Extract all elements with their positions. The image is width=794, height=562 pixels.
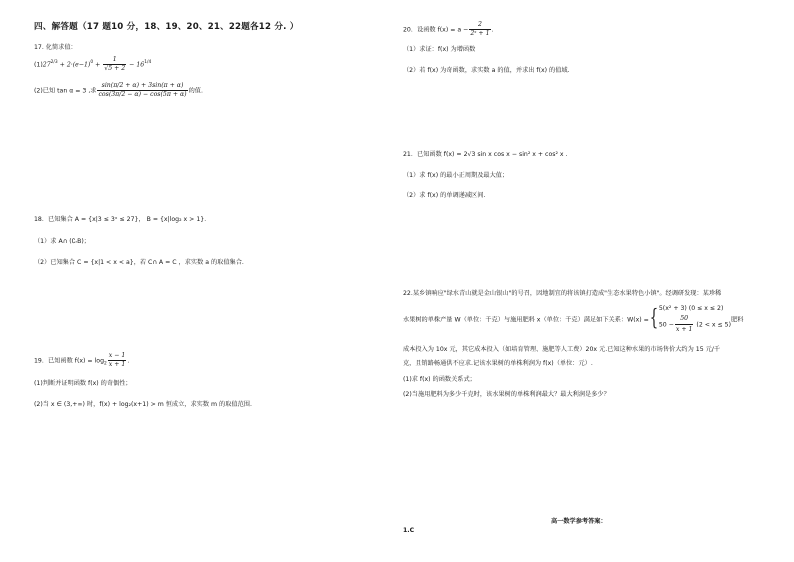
q20-frac-den: 2ˣ + 1 (470, 29, 490, 37)
section-title: 四、解答题（17 题10 分，18、19、20、21、22题各12 分. ） (34, 22, 299, 32)
answer-key-first: 1.C (403, 527, 415, 534)
q22-part1: (1)求 f(x) 的函数关系式； (403, 376, 476, 383)
q18-heading: 18．已知集合 A = {x|3 ≤ 3ˣ ≤ 27}， B = {x|log₂ x > 1}． (34, 216, 211, 223)
q22-line3: 成本投入为 10x 元，其它成本投入（如培育管理、施肥等人工费）20x 元.已知这种水果的市场售价大约为 15 元/千 (403, 346, 721, 353)
q22-case2-b: (2 < x ≤ 5) (694, 321, 732, 329)
left-brace-icon: { (649, 306, 659, 332)
q19-heading (34, 352, 129, 369)
q17-heading: 17. 化简求值： (34, 44, 77, 51)
q20-part2: （2）若 f(x) 为奇函数，求实数 a 的值，并求出 f(x) 的值域. (403, 67, 570, 74)
q17-p2-tail: 的值. (188, 87, 203, 95)
q19-log-base: 2 (104, 361, 107, 367)
q17-p1-label: (1) (34, 61, 43, 69)
q22-case2-num: 50 (675, 314, 694, 325)
q18-part1: （1）求 A∩ (∁ᵣB)； (34, 238, 90, 245)
q21-part1: （1）求 f(x) 的最小正周期及最大值； (403, 172, 509, 179)
q22-case2-a: 50 − (658, 321, 674, 329)
q22-case2-den: x + 1 (675, 325, 693, 333)
q22-line2 (403, 304, 743, 335)
q19-part1: (1)判断并证明函数 f(x) 的奇偶性； (34, 380, 132, 387)
q17-part1 (34, 56, 151, 73)
q19-part2: (2)当 x ∈ (3,+∞) 时，f(x) + log₂(x+1) > m 恒成立，求实数 m 的取值范围. (34, 401, 252, 408)
q17-p1-exp-d: 1/4 (144, 60, 152, 66)
q17-p1-fraction (103, 56, 126, 73)
q17-p1-frac-num: 1 (103, 56, 126, 65)
q19-heading-b: . (127, 357, 130, 365)
q17-p1-frac-den: √5 + 2 (104, 64, 126, 72)
q22-line4: 克，且销路畅通供不应求.记该水果树的单株利润为 f(x)（单位：元）. (403, 360, 593, 367)
q20-heading (403, 21, 494, 38)
q22-line2-b: 肥料 (731, 316, 744, 324)
q20-heading-b: . (491, 26, 494, 34)
q17-p2-fraction (97, 82, 187, 99)
q21-part2: （2）求 f(x) 的单调递减区间. (403, 192, 486, 199)
q18-part2: （2）已知集合 C = {x|1 < x < a}，若 C∩ A = C ，求实数 a 的取值集合. (34, 259, 244, 266)
q19-frac-num: x − 1 (108, 352, 126, 359)
q22-line2-a: 水果树的单株产量 W（单位：千克）与施用肥料 x（单位：千克）满足如下关系：W(x) = (403, 316, 649, 324)
q17-p1-exp-b: 0 (90, 60, 94, 66)
q22-case2 (659, 314, 731, 335)
q20-frac-num: 2 (469, 21, 490, 30)
q22-case1: 5(x² + 3) (0 ≤ x ≤ 2) (658, 305, 724, 312)
q22-case2-fraction (675, 314, 694, 335)
q19-heading-a: 19．已知函数 f(x) = log (34, 357, 104, 365)
q17-p1-d: − 16 (127, 61, 145, 69)
q22-line1: 22.某乡镇响应"绿水青山就是金山银山"的号召，因地制宜的将该镇打造成"生态水果特色小镇"。经调研发现：某珍稀 (403, 290, 722, 297)
q17-p2-label: (2)已知 tan α = 3 ,求 (34, 87, 97, 95)
q22-part2: (2)当施用肥料为多少千克时，该水果树的单株利润最大？最大利润是多少？ (403, 391, 610, 398)
q19-fraction (108, 352, 130, 369)
answer-key-title: 高一数学参考答案： (551, 518, 607, 525)
q17-part2 (34, 82, 203, 99)
q22-piecewise (659, 304, 731, 335)
q17-p1-a: 27 (42, 61, 51, 69)
q21-heading: 21．已知函数 f(x) = 2√3 sin x cos x − sin² x + cos² x . (403, 151, 568, 158)
q17-p1-c: + (93, 61, 103, 69)
q19-frac-den: x + 1 (108, 360, 126, 368)
q20-heading-a: 20．设函数 f(x) = a − (403, 26, 469, 34)
q17-p2-den: cos(3π/2 − α) − cos(5π + α) (98, 90, 187, 98)
q17-p1-exp-a: 2/3 (50, 60, 58, 66)
q20-part1: （1）求证：f(x) 为增函数 (403, 46, 476, 53)
q17-p1-b: + 2·(e−1) (57, 61, 91, 69)
q17-p2-num: sin(π/2 + α) + 3sin(π + α) (97, 82, 187, 91)
q20-fraction (469, 21, 490, 38)
